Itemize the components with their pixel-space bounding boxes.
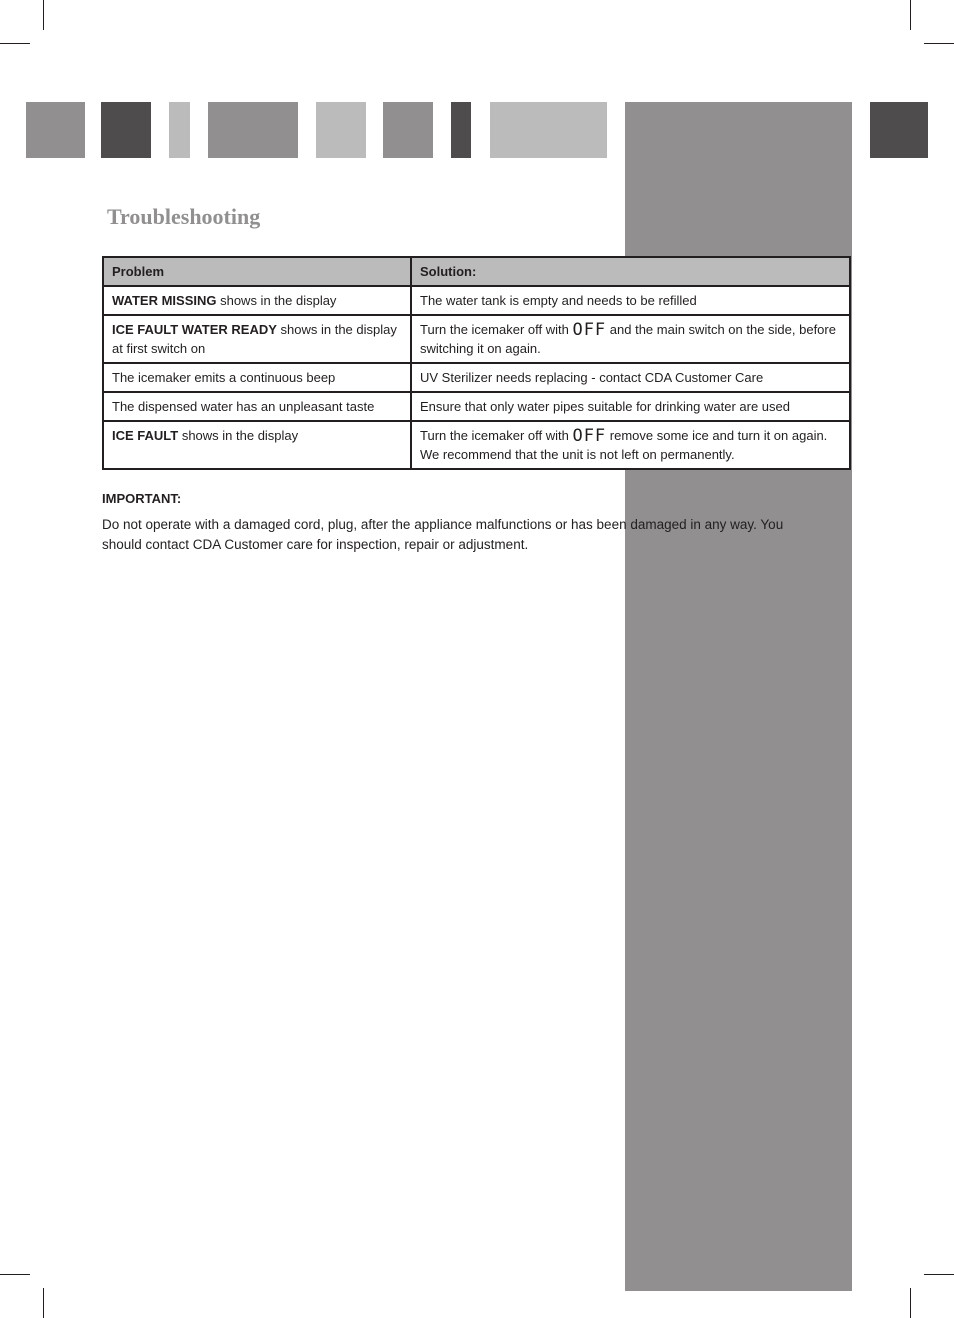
problem-text: shows in the display <box>178 428 299 443</box>
important-label: IMPORTANT: <box>102 491 182 506</box>
solution-text-continued: remove some ice and turn it on again. We recommend that the unit is not left on permanently. <box>420 428 828 462</box>
solution-cell <box>411 421 850 469</box>
off-display-symbol: OFF <box>572 426 607 446</box>
header-block <box>26 102 85 158</box>
important-text: Do not operate with a damaged cord, plug, after the appliance malfunctions or has been damaged in any way. You should contact CDA Customer care for inspection, repair or adjustment. <box>102 517 784 552</box>
problem-keyword: WATER MISSING <box>112 293 217 308</box>
page-title: Troubleshooting <box>107 204 261 229</box>
header-block <box>169 102 190 158</box>
table-row <box>103 392 850 421</box>
problem-header: Problem <box>103 257 411 286</box>
table-row <box>103 315 850 363</box>
header-block <box>870 102 928 158</box>
problem-text: shows in the display <box>216 293 337 308</box>
crop-mark <box>0 1274 30 1275</box>
solution-text: The water tank is empty and needs to be refilled <box>420 293 697 308</box>
solution-cell <box>411 315 850 363</box>
table-row <box>103 421 850 469</box>
header-block <box>451 102 471 158</box>
solution-header: Solution: <box>411 257 850 286</box>
crop-mark <box>910 1288 911 1318</box>
header-block <box>316 102 366 158</box>
problem-keyword: ICE FAULT <box>112 428 179 443</box>
troubleshooting-table <box>102 256 851 470</box>
solution-cell <box>411 363 850 392</box>
problem-cell <box>103 392 411 421</box>
problem-text: shows in the display at first switch on <box>112 322 397 356</box>
table-row <box>103 286 850 315</box>
header-block <box>490 102 607 158</box>
table-row <box>103 363 850 392</box>
crop-mark <box>0 43 30 44</box>
solution-text: Turn the icemaker off with <box>420 322 573 337</box>
problem-text: The icemaker emits a continuous beep <box>112 370 336 385</box>
solution-text: UV Sterilizer needs replacing - contact CDA Customer Care <box>420 370 764 385</box>
solution-text: Turn the icemaker off with <box>420 428 573 443</box>
problem-keyword: ICE FAULT WATER READY <box>112 322 277 337</box>
problem-text: The dispensed water has an unpleasant taste <box>112 399 375 414</box>
solution-cell <box>411 286 850 315</box>
problem-cell <box>103 363 411 392</box>
crop-mark <box>43 1288 44 1318</box>
crop-mark <box>924 43 954 44</box>
header-block <box>208 102 298 158</box>
problem-cell <box>103 421 411 469</box>
off-display-symbol: OFF <box>572 320 607 340</box>
crop-mark <box>910 0 911 30</box>
header-block <box>383 102 433 158</box>
problem-cell <box>103 315 411 363</box>
solution-cell <box>411 392 850 421</box>
crop-mark <box>43 0 44 30</box>
header-block <box>101 102 151 158</box>
solution-text: Ensure that only water pipes suitable for drinking water are used <box>420 399 790 414</box>
crop-mark <box>924 1274 954 1275</box>
solution-text-continued: and the main switch on the side, before switching it on again. <box>420 322 836 356</box>
problem-cell <box>103 286 411 315</box>
table-header-row <box>103 257 850 286</box>
